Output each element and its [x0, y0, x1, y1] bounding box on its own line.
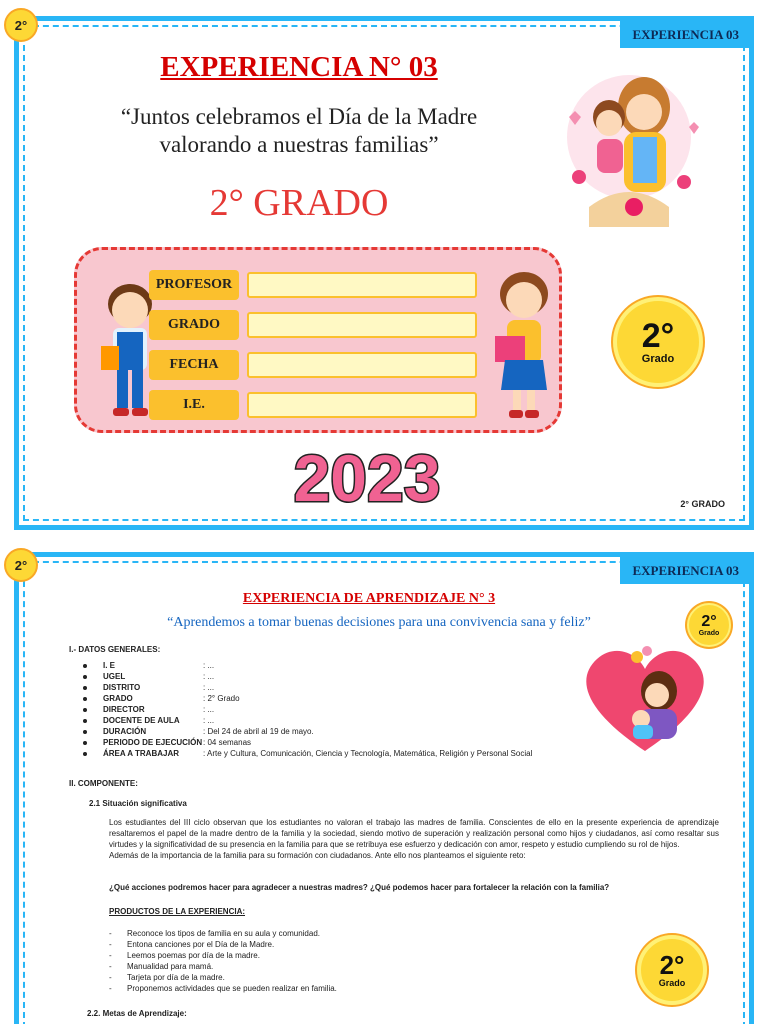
data-key: DIRECTOR — [103, 705, 145, 714]
list-item — [109, 962, 509, 973]
product-text: Reconoce los tipos de familia en su aula y comunidad. — [127, 929, 320, 938]
data-value: : ... — [203, 716, 215, 725]
subtitle-line: “Juntos celebramos el Día de la Madre — [120, 104, 478, 129]
grade-circle-badge — [637, 935, 707, 1005]
bullet — [83, 686, 87, 690]
product-text: Manualidad para mamá. — [127, 962, 214, 971]
form-label: PROFESOR — [149, 270, 239, 300]
list-item — [83, 705, 583, 716]
product-text: Tarjeta por día de la madre. — [127, 973, 225, 982]
subtitle-line: valorando a nuestras familias” — [159, 132, 439, 157]
grade-badge-label: Grado — [698, 629, 720, 637]
data-value: : 2° Grado — [203, 694, 240, 703]
data-key: ÁREA A TRABAJAR — [103, 749, 179, 758]
profesor-field[interactable] — [247, 272, 477, 298]
product-text: Entona canciones por el Día de la Madre. — [127, 940, 275, 949]
product-text: Proponemos actividades que se pueden realizar en familia. — [127, 984, 337, 993]
bullet — [83, 697, 87, 701]
grade-circle-badge — [613, 297, 703, 387]
data-value: : 04 semanas — [203, 738, 252, 747]
data-key: DURACIÓN — [103, 727, 147, 736]
ie-field[interactable] — [247, 392, 477, 418]
data-key: DISTRITO — [103, 683, 141, 692]
bullet — [83, 752, 87, 756]
grade-corner-badge — [4, 548, 38, 582]
dash-bullet: - — [109, 951, 112, 960]
year-artwork — [267, 439, 467, 519]
data-key: DOCENTE DE AULA — [103, 716, 180, 725]
data-value: : ... — [203, 705, 215, 714]
corner-badge-text: 2° — [14, 557, 28, 573]
dash-bullet: - — [109, 973, 112, 982]
data-value: : Del 24 de abril al 19 de mayo. — [203, 727, 314, 736]
grade-badge-number: 2° — [659, 950, 685, 980]
list-item — [109, 929, 509, 940]
grade-heading: 2° GRADO — [209, 182, 389, 224]
data-key: UGEL — [103, 672, 126, 681]
grade-corner-badge — [4, 8, 38, 42]
bullet — [83, 675, 87, 679]
page-title: EXPERIENCIA DE APRENDIZAJE N° 3 — [242, 591, 496, 606]
footer-grade: 2° GRADO — [680, 499, 725, 509]
list-item — [83, 661, 583, 672]
subsection-heading: 2.2. Metas de Aprendizaje: — [87, 1009, 187, 1018]
situation-paragraph — [109, 817, 719, 861]
bullet — [83, 730, 87, 734]
corner-badge-text: 2° — [14, 17, 28, 33]
form-label: GRADO — [149, 310, 239, 340]
year-text: 2023 — [293, 441, 441, 515]
paragraph-text: Los estudiantes del III ciclo observan que los estudiantes no valoran el trabajo las madres de familia. Conscientes de ello en la presente experiencia de aprendizaje resaltaremos el papel de la madre dentro de la familia y la sociedad, siendo motivo de superación y realización personal como hijos y ciudadanos, así como resaltar sus virtudes y la significatividad de su presencia en la familia para que se retribuya ese esfuerzo y dedicación con amor, respeto y estudio cumpliendo su rol de hijos. — [109, 818, 719, 849]
list-item — [109, 940, 509, 951]
form-label: FECHA — [149, 350, 239, 380]
data-value: : ... — [203, 661, 215, 670]
cover-page — [14, 16, 754, 530]
data-value: : Arte y Cultura, Comunicación, Ciencia y Tecnología, Matemática, Religión y Personal Social — [203, 749, 533, 758]
product-text: Leemos poemas por día de la madre. — [127, 951, 260, 960]
data-key: GRADO — [103, 694, 133, 703]
content-page — [14, 552, 754, 1024]
list-item — [83, 738, 583, 749]
list-item — [109, 973, 509, 984]
experience-tag: EXPERIENCIA 03 — [620, 557, 749, 584]
section-heading: I.- DATOS GENERALES: — [69, 645, 161, 654]
dash-bullet: - — [109, 940, 112, 949]
page-title: EXPERIENCIA N° 03 — [160, 51, 438, 83]
teacher-info-form — [74, 247, 562, 433]
mother-daughter-illustration — [549, 57, 709, 227]
products-heading: PRODUCTOS DE LA EXPERIENCIA: — [109, 907, 246, 916]
form-row-profesor — [149, 270, 479, 300]
fecha-field[interactable] — [247, 352, 477, 378]
list-item — [83, 727, 583, 738]
data-key: I. E — [103, 661, 116, 670]
grade-badge-label: Grado — [658, 978, 686, 988]
list-item — [83, 749, 583, 760]
section-heading: II. COMPONENTE: — [69, 779, 138, 788]
bullet — [83, 708, 87, 712]
dash-bullet: - — [109, 929, 112, 938]
list-item — [109, 984, 509, 995]
dash-bullet: - — [109, 962, 112, 971]
bullet — [83, 741, 87, 745]
mother-baby-heart-illustration — [575, 639, 715, 759]
data-key: PERIODO DE EJECUCIÓN — [103, 738, 203, 747]
list-item — [83, 716, 583, 727]
list-item — [83, 672, 583, 683]
grade-badge-number: 2° — [641, 317, 675, 355]
form-label: I.E. — [149, 390, 239, 420]
products-list — [109, 929, 509, 995]
list-item — [109, 951, 509, 962]
bullet — [83, 719, 87, 723]
bullet — [83, 664, 87, 668]
subsection-heading: 2.1 Situación significativa — [89, 799, 187, 808]
experience-tag: EXPERIENCIA 03 — [620, 21, 749, 48]
data-value: : ... — [203, 672, 215, 681]
girl-student-illustration — [489, 264, 559, 424]
list-item — [83, 683, 583, 694]
grade-badge-label: Grado — [641, 353, 675, 365]
form-row-grado — [149, 310, 479, 340]
general-data-list — [83, 661, 583, 760]
page-subtitle: “Aprendemos a tomar buenas decisiones para una convivencia sana y feliz” — [167, 615, 591, 630]
paragraph-text: Además de la importancia de la familia para su formación con ciudadanos. Ante ello nos planteamos el siguiente reto: — [109, 851, 526, 860]
grade-badge-number: 2° — [701, 612, 717, 630]
page-subtitle — [79, 103, 519, 159]
form-row-ie — [149, 390, 479, 420]
dash-bullet: - — [109, 984, 112, 993]
list-item — [83, 694, 583, 705]
data-value: : ... — [203, 683, 215, 692]
challenge-question: ¿Qué acciones podremos hacer para agradecer a nuestras madres? ¿Qué podemos hacer para fortalecer la relación con la familia? — [109, 883, 610, 892]
grado-field[interactable] — [247, 312, 477, 338]
form-row-fecha — [149, 350, 479, 380]
